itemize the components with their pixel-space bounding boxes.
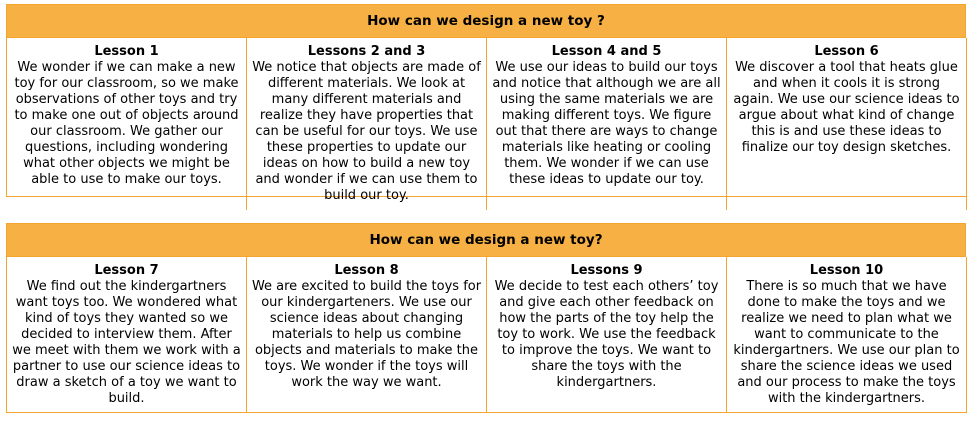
lessons-2-3-text: We notice that objects are made of different materials. We look at many different materials and realize they have properties that can be useful for our toys. We use these properties to update our ideas on how to build a new toy and wonder if we can use them to build our toy.: [252, 60, 481, 203]
lessons-4-5-title: Lesson 4 and 5: [551, 44, 662, 59]
lesson-10-cell: [727, 257, 967, 413]
lesson-9-cell: [487, 257, 727, 413]
lesson-6-title: Lesson 6: [814, 44, 879, 59]
lesson-1-title: Lesson 1: [94, 44, 159, 59]
lesson-1-cell: [7, 38, 247, 210]
lessons-2-3-title: Lessons 2 and 3: [307, 44, 426, 59]
lesson-9-title: Lessons 9: [570, 263, 643, 278]
lessons-2-3-cell: [247, 38, 487, 210]
lessons-4-5-text: We use our ideas to build our toys and notice that although we are all using the same materials we are making different toys. We figure out that there are ways to change materials like heating or cooling them. We wonder if we can use these ideas to update our toy.: [492, 60, 721, 187]
lesson-1-text: We wonder if we can make a new toy for our classroom, so we make observations of other toys and try to make one out of objects around our classroom. We gather our questions, including wondering what other objects we might be able to use to make our toys.: [14, 60, 239, 187]
lesson-10-text: There is so much that we have done to make the toys and we realize we need to plan what we want to communicate to the kindergartners. We use our plan to share the science ideas we used and our process to make the toys with the kindergartners.: [733, 279, 960, 406]
lesson-8-cell: [247, 257, 487, 413]
lesson-6-cell: [727, 38, 967, 210]
lesson-6-text: We discover a tool that heats glue and when it cools it is strong again. We use our science ideas to argue about what kind of change this is and use these ideas to finalize our toy design sketches.: [733, 60, 960, 155]
lessons-4-5-cell: [487, 38, 727, 210]
section-2-lessons-row: [6, 257, 966, 413]
lesson-8-title: Lesson 8: [334, 263, 399, 278]
section-1-heading: How can we design a new toy ?: [6, 4, 966, 38]
section-2-heading: How can we design a new toy?: [6, 223, 966, 257]
storyline-section-2: [6, 223, 966, 413]
storyline-section-1: [6, 4, 966, 203]
section-1-lessons-row: [6, 38, 966, 203]
lesson-7-title: Lesson 7: [94, 263, 159, 278]
lesson-7-text: We find out the kindergartners want toys too. We wondered what kind of toys they wanted so we decided to interview them. After we meet with them we work with a partner to use our science ideas to draw a sketch of a toy we want to build.: [12, 279, 241, 406]
lesson-9-text: We decide to test each others’ toy and give each other feedback on how the parts of the toy help the toy to work. We use the feedback to improve the toys. We want to share the toys with the kindergartners.: [494, 279, 719, 390]
lesson-7-cell: [7, 257, 247, 413]
lesson-10-title: Lesson 10: [809, 263, 884, 278]
lesson-8-text: We are excited to build the toys for our kindergarteners. We use our science ideas about changing materials to help us combine objects and materials to make the toys. We wonder if the toys will work the way we want.: [251, 279, 482, 390]
